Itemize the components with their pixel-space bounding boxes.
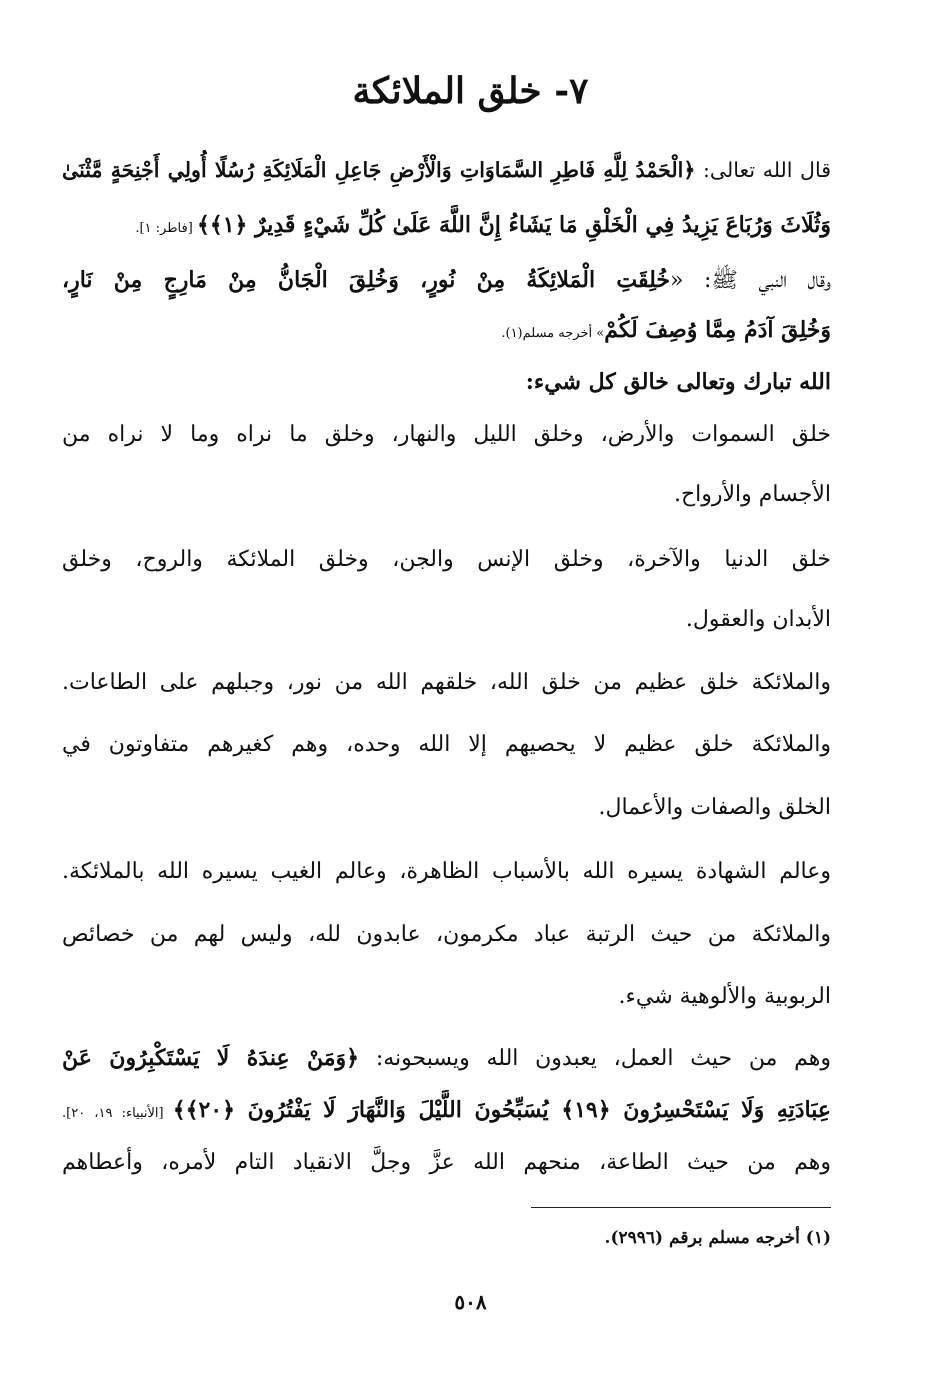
text-line-16: وهم من حيث العمل، يعبدون الله ويسبحونه: ﴿وَمَنْ عِندَهُ لَا يَسْتَكْبِرُونَ عَنْ: [62, 1045, 831, 1071]
text-line-9: الأبدان والعقول.: [685, 607, 831, 632]
quran-verse: عِبَادَتِهِ وَلَا يَسْتَحْسِرُونَ ﴿١٩﴾ يُسَبِّحُونَ اللَّيْلَ وَالنَّهَارَ لَا يَفْتُرُونَ ﴿٢٠﴾﴾: [172, 1097, 831, 1123]
text-line-6: خلق السموات والأرض، وخلق الليل والنهار، وخلق ما نراه وما لا نراه من: [62, 422, 831, 447]
text-line-8: خلق الدنيا والآخرة، وخلق الإنس والجن، وخلق الملائكة والروح، وخلق: [62, 547, 831, 572]
hadith-text: وَخُلِقَ آدَمُ مِمَّا وُصِفَ لَكُمْ: [604, 317, 831, 343]
hadith-source: » أخرجه مسلم(١).: [501, 326, 605, 341]
quran-verse: ﴿الْحَمْدُ لِلَّهِ فَاطِرِ السَّمَاوَاتِ وَالْأَرْضِ جَاعِلِ الْمَلَائِكَةِ رُسُلًا أُولِي أَجْنِحَةٍ مَّثْنَىٰ: [62, 158, 696, 182]
verse-reference: [الأنبياء: ١٩، ٢٠].: [62, 1106, 173, 1121]
footnote-divider: [531, 1207, 831, 1208]
text-line-10: والملائكة خلق عظيم من خلق الله، خلقهم الله من نور، وجبلهم على الطاعات.: [62, 670, 831, 695]
quran-verse: وَثُلَاثَ وَرُبَاعَ يَزِيدُ فِي الْخَلْقِ مَا يَشَاءُ إِنَّ اللَّهَ عَلَىٰ كُلِّ شَيْءٍ قَدِيرٌ ﴿١﴾﴾: [196, 212, 831, 238]
footnote: (١) أخرجه مسلم برقم (٢٩٩٦).: [604, 1228, 831, 1248]
quran-verse: ﴿وَمَنْ عِندَهُ لَا يَسْتَكْبِرُونَ عَنْ: [62, 1045, 360, 1071]
text-line-7: الأجسام والأرواح.: [673, 482, 831, 507]
section-heading: الله تبارك وتعالى خالق كل شيء:: [525, 369, 831, 395]
text-line-17: [62, 1090, 831, 1134]
text-line-3: وقال النبي ﷺ: «خُلِقَتِ الْمَلائِكَةُ مِنْ نُورٍ، وَخُلِقَ الْجَانُّ مِنْ مَارِجٍ مِنْ نَارٍ،: [62, 267, 831, 293]
page-title: ٧- خلق الملائكة: [352, 70, 589, 112]
text-line-2: [62, 205, 831, 249]
text-line-11: والملائكة خلق عظيم لا يحصيهم إلا الله وحده، وهم كغيرهم متفاوتون في: [62, 732, 831, 757]
text-line-1: قال الله تعالى: ﴿الْحَمْدُ لِلَّهِ فَاطِرِ السَّمَاوَاتِ وَالْأَرْضِ جَاعِلِ الْمَلَائِكَةِ رُسُلًا أُولِي أَجْنِحَةٍ مَّثْنَىٰ: [62, 158, 831, 182]
hadith-text: خُلِقَتِ الْمَلائِكَةُ مِنْ نُورٍ، وَخُلِقَ الْجَانُّ مِنْ مَارِجٍ مِنْ نَارٍ،: [62, 267, 670, 293]
text-line-4: [62, 310, 831, 354]
text-line-15: الربوبية والألوهية شيء.: [618, 984, 831, 1009]
page-number: ٥٠٨: [454, 1290, 487, 1314]
text-line-12: الخلق والصفات والأعمال.: [598, 795, 831, 820]
verse-reference: [فاطر: ١].: [135, 221, 197, 236]
text-line-18: وهم من حيث الطاعة، منحهم الله عزَّ وجلَّ الانقياد التام لأمره، وأعطاهم: [62, 1150, 831, 1175]
text-line-13: وعالم الشهادة يسيره الله بالأسباب الظاهرة، وعالم الغيب يسيره الله بالملائكة.: [62, 859, 831, 884]
text-line-14: والملائكة من حيث الرتبة عباد مكرمون، عابدون لله، وليس لهم من خصائص: [62, 922, 831, 947]
